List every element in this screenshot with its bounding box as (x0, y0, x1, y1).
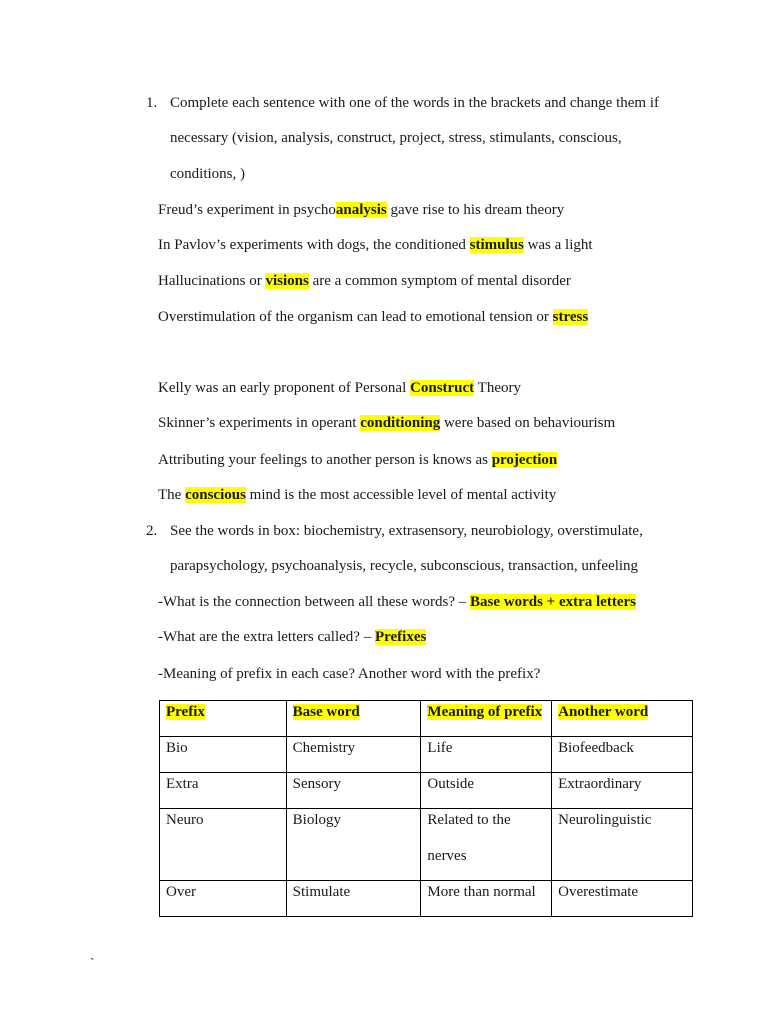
cell-text: Bio (166, 740, 188, 756)
question-text: -What are the extra letters called? – (158, 629, 375, 645)
sentence-text: In Pavlov’s experiments with dogs, the conditioned (158, 237, 470, 253)
q1-instruction-line2: necessary (vision, analysis, construct, project, stress, stimulants, conscious, (170, 130, 622, 146)
q1-number: 1. (146, 95, 158, 111)
table-header-cell (552, 701, 693, 737)
q2-extra-letters-question (158, 627, 426, 647)
cell-text-line2: nerves (427, 848, 467, 864)
answer-highlight: Construct (410, 380, 475, 396)
answer-highlight: projection (491, 452, 558, 468)
table-cell (160, 773, 287, 809)
table-cell (286, 773, 421, 809)
header-text: Prefix (166, 704, 205, 720)
table-header-cell (421, 701, 552, 737)
header-text: Meaning of prefix (427, 704, 543, 720)
q1-instruction-line3: conditions, ) (170, 166, 245, 182)
table-cell (552, 773, 693, 809)
cell-text: Chemistry (292, 740, 356, 756)
cell-text: Over (166, 884, 196, 900)
sentence-1 (158, 200, 564, 220)
sentence-text: Kelly was an early proponent of Personal (158, 380, 411, 396)
table-cell (421, 773, 552, 809)
sentence-7 (158, 450, 557, 470)
cell-text: Sensory (292, 776, 342, 792)
table-row (160, 737, 693, 773)
sentence-text: Attributing your feelings to another person is knows as (158, 452, 492, 468)
sentence-6 (158, 413, 615, 433)
table-header-cell (286, 701, 421, 737)
answer-highlight: conscious (185, 487, 246, 503)
stray-mark: ` (90, 955, 95, 970)
table-cell (421, 881, 552, 917)
table-cell (421, 809, 552, 881)
sentence-4 (158, 307, 588, 327)
table-cell (160, 737, 287, 773)
header-text: Base word (292, 704, 360, 720)
cell-text: Stimulate (292, 884, 351, 900)
table-header-cell (160, 701, 287, 737)
cell-text (427, 809, 545, 866)
table-cell (552, 809, 693, 881)
sentence-text: gave rise to his dream theory (386, 202, 565, 218)
table-cell (552, 881, 693, 917)
sentence-8 (158, 485, 556, 505)
sentence-text: The (158, 487, 186, 503)
header-text: Another word (558, 704, 649, 720)
table-cell (421, 737, 552, 773)
cell-text: Biofeedback (558, 740, 634, 756)
answer-highlight: conditioning (360, 415, 441, 431)
sentence-text: mind is the most accessible level of mental activity (245, 487, 557, 503)
answer-highlight: Prefixes (374, 629, 427, 645)
table-row (160, 809, 693, 881)
cell-text: Extraordinary (558, 776, 642, 792)
cell-text-line1: Related to the (427, 812, 511, 828)
cell-text: Outside (427, 776, 475, 792)
q2-connection-question (158, 592, 636, 612)
answer-highlight: stress (552, 309, 589, 325)
table-row (160, 773, 693, 809)
cell-text: More than normal (427, 884, 536, 900)
answer-highlight: stimulus (469, 237, 524, 253)
cell-text: Neurolinguistic (558, 812, 652, 828)
sentence-text: were based on behaviourism (440, 415, 616, 431)
table-cell (160, 881, 287, 917)
cell-text: Neuro (166, 812, 204, 828)
sentence-text: Theory (474, 380, 521, 396)
table-cell (552, 737, 693, 773)
prefix-table (159, 700, 693, 917)
sentence-text: Hallucinations or (158, 273, 266, 289)
sentence-text: was a light (523, 237, 593, 253)
question-text: -What is the connection between all these words? – (158, 594, 470, 610)
table-cell (286, 881, 421, 917)
sentence-text: Freud’s experiment in psycho (158, 202, 336, 218)
q2-number: 2. (146, 523, 158, 539)
cell-text: Extra (166, 776, 199, 792)
sentence-text: Skinner’s experiments in operant (158, 415, 361, 431)
q2-meaning-question: -Meaning of prefix in each case? Another word with the prefix? (158, 666, 541, 682)
q2-instruction-line1: See the words in box: biochemistry, extrasensory, neurobiology, overstimulate, (170, 523, 643, 539)
sentence-text: Overstimulation of the organism can lead to emotional tension or (158, 309, 553, 325)
sentence-text: are a common symptom of mental disorder (308, 273, 571, 289)
cell-text: Overestimate (558, 884, 639, 900)
cell-text: Life (427, 740, 453, 756)
q2-instruction-line2: parapsychology, psychoanalysis, recycle, subconscious, transaction, unfeeling (170, 558, 639, 574)
table-cell (160, 809, 287, 881)
table-cell (286, 809, 421, 881)
table-header-row (160, 701, 693, 737)
q1-instruction-line1: Complete each sentence with one of the words in the brackets and change them if (170, 95, 659, 111)
sentence-5 (158, 378, 521, 398)
answer-highlight: visions (265, 273, 309, 289)
answer-highlight: analysis (335, 202, 387, 218)
answer-highlight: Base words + extra letters (469, 594, 636, 610)
table-row (160, 881, 693, 917)
table-cell (286, 737, 421, 773)
cell-text: Biology (292, 812, 342, 828)
sentence-2 (158, 235, 593, 255)
sentence-3 (158, 271, 571, 291)
